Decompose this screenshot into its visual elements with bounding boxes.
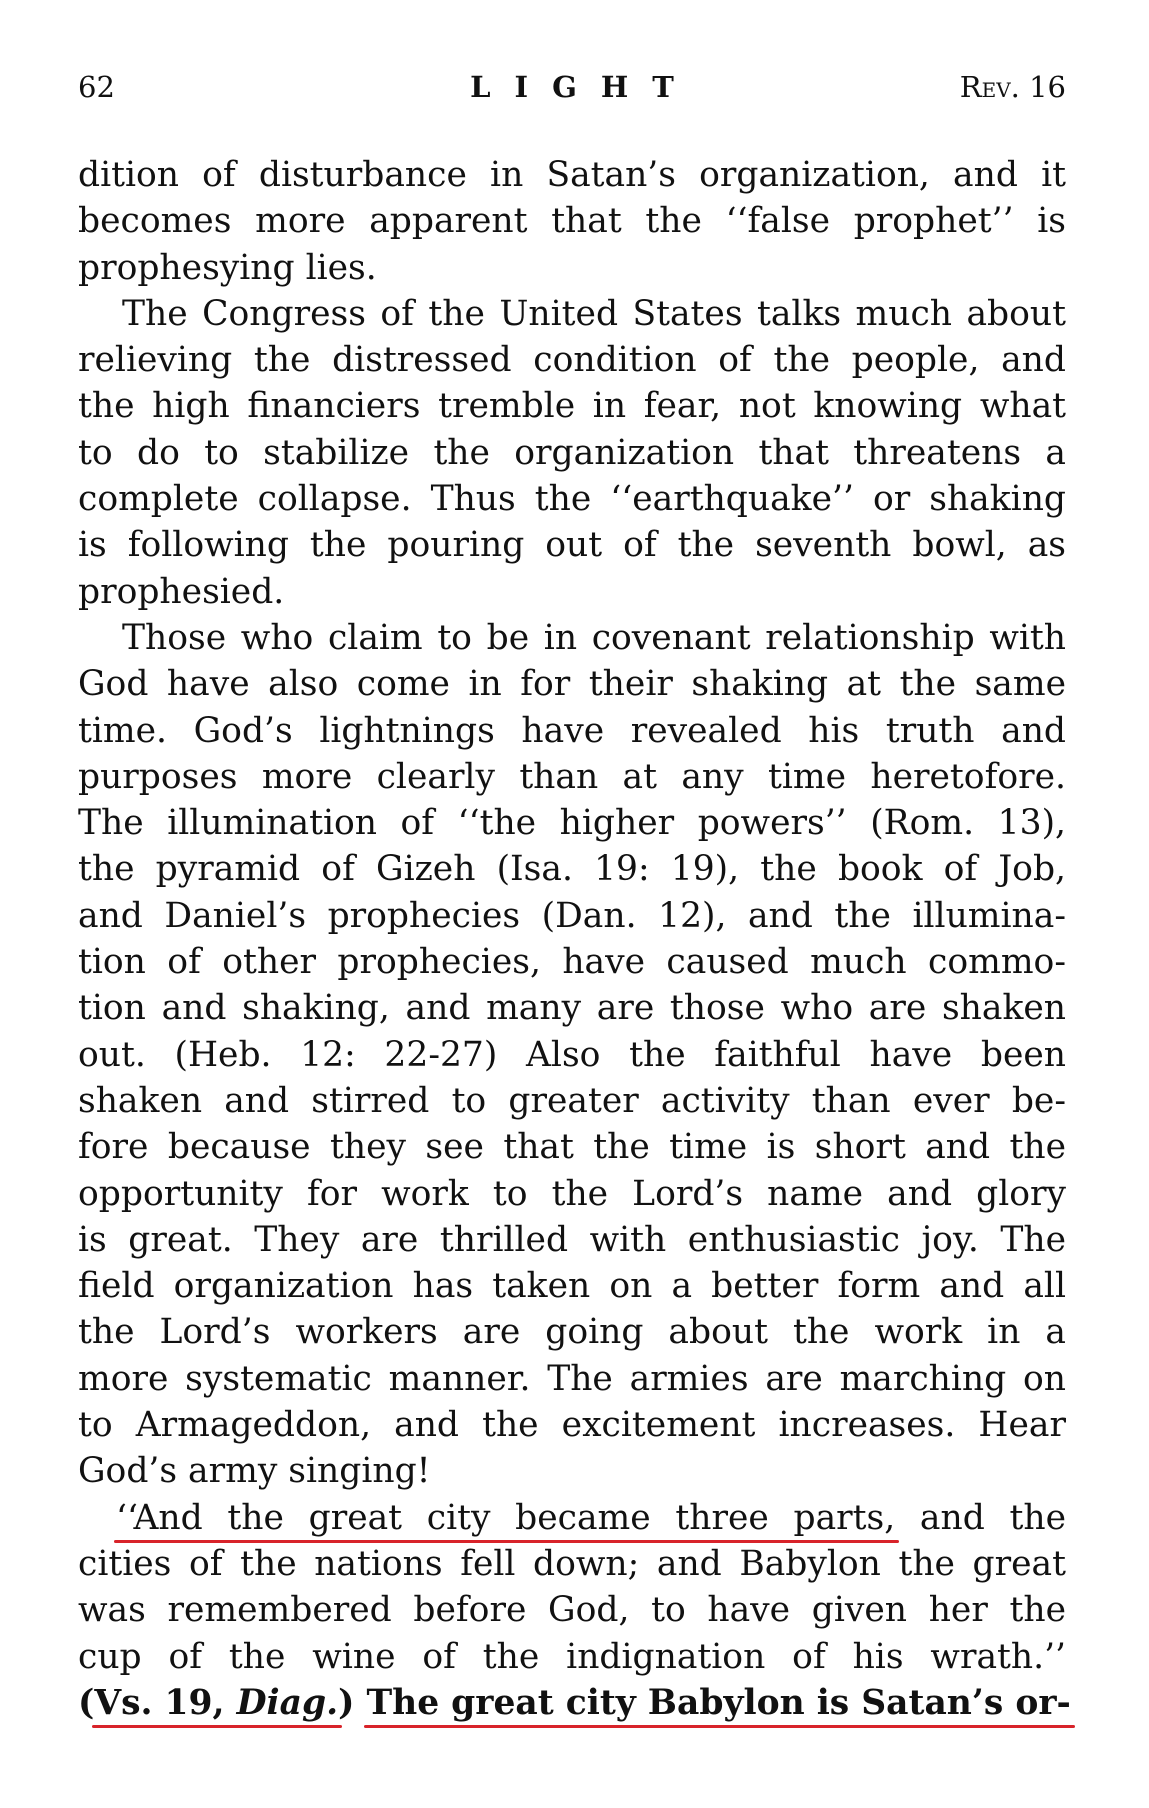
text-line: out. (Heb. 12: 22-27) Also the faithful have been bbox=[78, 1034, 1066, 1075]
text-line: tion and shaking, and many are those who are shaken bbox=[78, 988, 1066, 1029]
text-line: cup of the wine of the indignation of his wrath.’’ bbox=[78, 1636, 1066, 1677]
text-line: shaken and stirred to greater activity than ever be- bbox=[78, 1080, 1066, 1121]
paragraph-3 bbox=[78, 615, 1066, 1495]
text-line: dition of disturbance in Satan’s organization, and it bbox=[78, 155, 1066, 195]
text-line: to do to stabilize the organization that threatens a bbox=[78, 432, 1066, 473]
text-line: tion of other prophecies, have caused much commo- bbox=[78, 942, 1066, 983]
page-number: 62 bbox=[78, 70, 115, 104]
text-line: fore because they see that the time is short and the bbox=[78, 1127, 1066, 1168]
text-line: time. God’s lightnings have revealed his truth and bbox=[78, 710, 1066, 751]
underlined-verse-ref bbox=[94, 1683, 338, 1723]
reference-line bbox=[78, 1680, 1071, 1726]
text-line: the high financiers tremble in fear, not knowing what bbox=[78, 386, 1066, 427]
text-line: to Armageddon, and the excitement increases. Hear bbox=[78, 1405, 1066, 1446]
paragraph-1 bbox=[78, 152, 1066, 291]
quote-line-rest: and the bbox=[895, 1497, 1066, 1538]
text-line: The Congress of the United States talks much about bbox=[122, 293, 1066, 334]
text-line: complete collapse. Thus the ‘‘earthquake’’ or shaking bbox=[78, 479, 1066, 520]
page-body bbox=[78, 152, 1071, 1726]
underlined-babylon-text: The great city Babylon is Satan’s or- bbox=[366, 1682, 1071, 1723]
open-paren: ( bbox=[78, 1682, 95, 1723]
text-line: The illumination of ‘‘the higher powers’’ (Rom. 13), bbox=[78, 803, 1066, 844]
text-line: was remembered before God, to have given her the bbox=[78, 1590, 1066, 1631]
diag-abbrev: Diag. bbox=[236, 1682, 339, 1723]
text-line: more systematic manner. The armies are marching on bbox=[78, 1358, 1066, 1399]
text-line: and Daniel’s prophecies (Dan. 12), and the illumina- bbox=[78, 895, 1066, 936]
page-header bbox=[78, 70, 1066, 114]
text-line: the pyramid of Gizeh (Isa. 19: 19), the book of Job, bbox=[78, 849, 1066, 890]
text-line: Those who claim to be in covenant relationship with bbox=[122, 617, 1066, 658]
text-line: prophesied. bbox=[78, 571, 285, 612]
text-line: is following the pouring out of the seventh bowl, as bbox=[78, 525, 1066, 566]
text-line: is great. They are thrilled with enthusiastic joy. The bbox=[78, 1219, 1066, 1260]
close-paren: ) bbox=[338, 1682, 355, 1723]
text-line: field organization has taken on a better form and all bbox=[78, 1266, 1066, 1307]
text-line: the Lord’s workers are going about the work in a bbox=[78, 1312, 1066, 1353]
text-line: prophesying lies. bbox=[78, 247, 377, 288]
text-line: purposes more clearly than at any time heretofore. bbox=[78, 756, 1066, 797]
text-line: opportunity for work to the Lord’s name and glory bbox=[78, 1173, 1066, 1214]
paragraph-4-quotation bbox=[78, 1495, 1071, 1726]
text-line: relieving the distressed condition of the people, and bbox=[78, 340, 1066, 381]
text-line: God’s army singing! bbox=[78, 1451, 431, 1492]
text-line: becomes more apparent that the ‘‘false prophet’’ is bbox=[78, 201, 1066, 242]
running-title: LIGHT bbox=[470, 70, 698, 104]
chapter-reference: Rev. 16 bbox=[959, 70, 1066, 104]
paragraph-2 bbox=[78, 291, 1066, 615]
underlined-quote-text: ‘‘And the great city became three parts, bbox=[116, 1497, 896, 1538]
quote-line bbox=[78, 1495, 1066, 1541]
verse-ref-text: Vs. 19, bbox=[94, 1682, 237, 1723]
text-line: cities of the nations fell down; and Babylon the great bbox=[78, 1543, 1066, 1584]
text-line: God have also come in for their shaking at the same bbox=[78, 664, 1066, 705]
